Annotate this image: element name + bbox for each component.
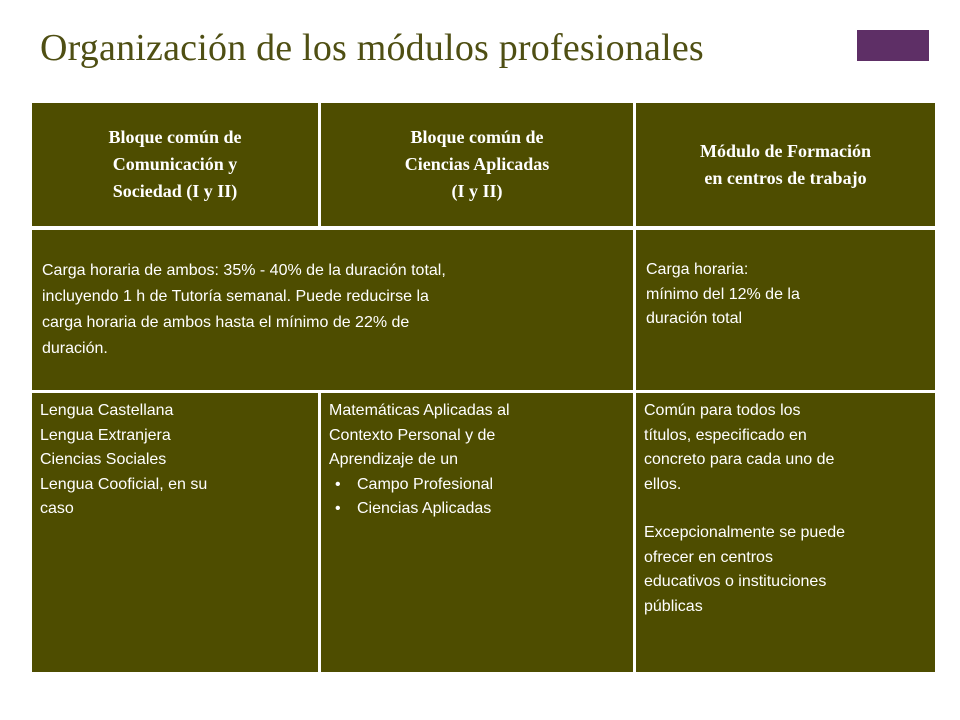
subject-item: caso <box>40 500 74 517</box>
text-line: mínimo del 12% de la <box>646 285 800 303</box>
header-line: Sociedad (I y II) <box>112 181 238 201</box>
header-line: en centros de trabajo <box>704 167 867 188</box>
text-line: Carga horaria: <box>646 261 749 278</box>
text-line: duración total <box>646 310 743 327</box>
accent-bar <box>857 30 929 61</box>
header-cell-communication <box>32 103 318 226</box>
header-line: Bloque común de <box>410 127 544 147</box>
text-line: ellos. <box>644 475 682 493</box>
bullet-label: Campo Profesional <box>357 475 494 493</box>
modules-table <box>32 103 935 672</box>
text-line: públicas <box>644 597 703 615</box>
header-line: Bloque común de <box>108 127 242 147</box>
bullet-icon: • <box>335 500 341 517</box>
text-line: Contexto Personal y de <box>329 426 496 444</box>
shared-hours-cell <box>32 230 633 390</box>
text-line: títulos, especificado en <box>644 426 807 444</box>
header-cell-sciences <box>321 103 633 226</box>
workplace-hours-cell <box>636 230 935 390</box>
text-line: concreto para cada uno de <box>644 451 835 468</box>
text-line: Excepcionalmente se puede <box>644 524 846 541</box>
workplace-details-cell <box>636 393 935 672</box>
text-line: Matemáticas Aplicadas al <box>329 402 510 419</box>
header-line: (I y II) <box>451 181 503 201</box>
bullet-item <box>329 497 625 522</box>
text-line: educativos o instituciones <box>644 573 827 590</box>
text-line: carga horaria de ambos hasta el mínimo de 22% de <box>42 314 410 331</box>
text-line: Carga horaria de ambos: 35% - 40% de la duración total, <box>42 262 446 279</box>
paragraph-gap <box>644 497 927 521</box>
header-cell-workplace-training <box>636 103 935 226</box>
header-line: Módulo de Formación <box>700 140 871 161</box>
page-title: Organización de los módulos profesionales <box>40 27 704 69</box>
bullet-label: Ciencias Aplicadas <box>357 500 492 517</box>
text-line: duración. <box>42 340 108 357</box>
bullet-item <box>329 473 625 498</box>
header-line: Ciencias Aplicadas <box>404 154 550 174</box>
text-line: Común para todos los <box>644 402 801 419</box>
bullet-icon: • <box>335 475 341 493</box>
subject-item: Ciencias Sociales <box>40 451 167 468</box>
text-line: incluyendo 1 h de Tutoría semanal. Puede reducirse la <box>42 288 429 305</box>
header-line: Comunicación y <box>112 154 238 174</box>
sciences-subjects-cell <box>321 393 633 672</box>
communication-subjects-cell <box>32 393 318 672</box>
subject-item: Lengua Castellana <box>40 402 174 419</box>
subject-item: Lengua Extranjera <box>40 426 171 444</box>
text-line: Aprendizaje de un <box>329 451 458 468</box>
text-line: ofrecer en centros <box>644 548 773 566</box>
subject-item: Lengua Cooficial, en su <box>40 475 208 493</box>
